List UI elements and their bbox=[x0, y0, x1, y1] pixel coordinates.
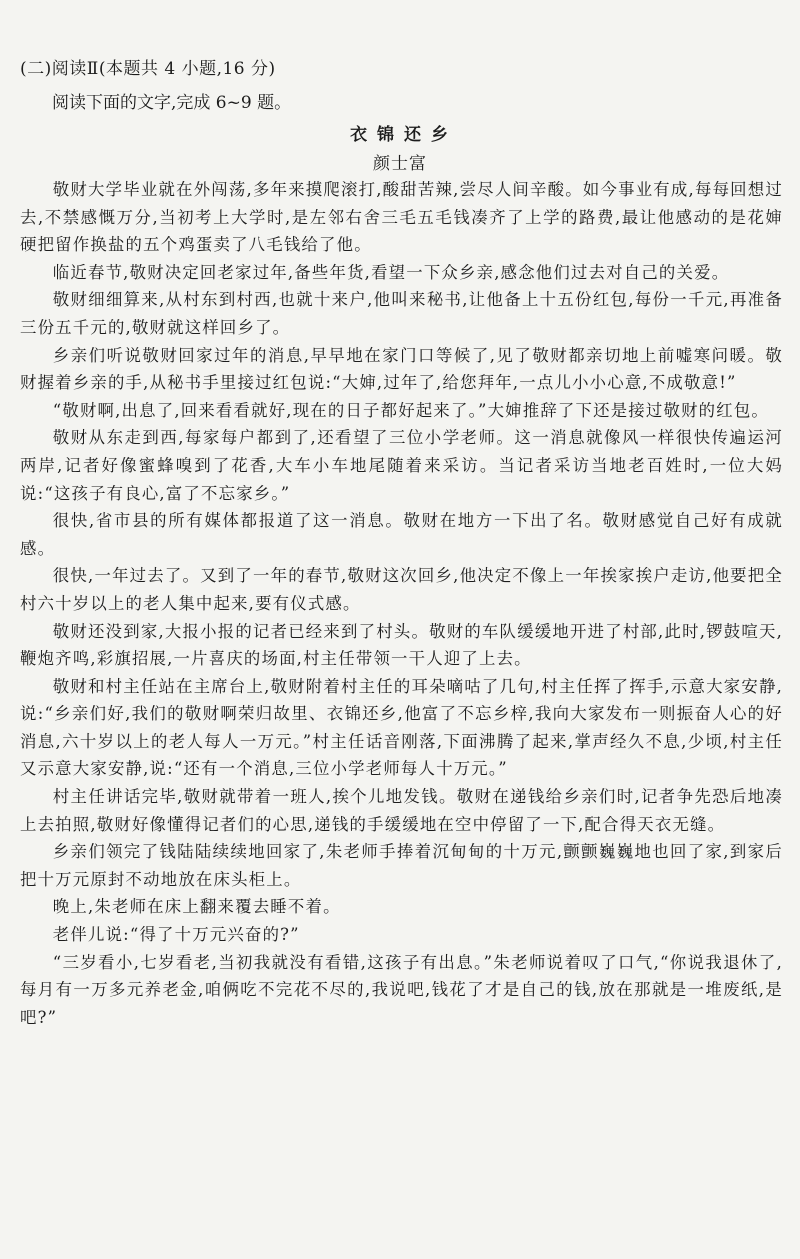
paragraph: 晚上,朱老师在床上翻来覆去睡不着。 bbox=[52, 897, 341, 917]
paragraph: 很快,省市县的所有媒体都报道了这一消息。敬财在地方一下出了名。敬财感觉自己好有成就感。 bbox=[20, 511, 783, 558]
paragraph: 老伴儿说:“得了十万元兴奋的?” bbox=[52, 925, 300, 945]
paragraph: 敬财从东走到西,每家每户都到了,还看望了三位小学老师。这一消息就像风一样很快传遍运河两岸,记者好像蜜蜂嗅到了花香,大车小车地尾随着来采访。当记者采访当地老百姓时,一位大妈说:“这孩子有良心,富了不忘家乡。” bbox=[20, 428, 783, 503]
paragraph: 很快,一年过去了。又到了一年的春节,敬财这次回乡,他决定不像上一年挨家挨户走访,他要把全村六十岁以上的老人集中起来,要有仪式感。 bbox=[20, 566, 783, 613]
paragraph: “三岁看小,七岁看老,当初我就没有看错,这孩子有出息。”朱老师说着叹了口气,“你说我退休了,每月有一万多元养老金,咱俩吃不完花不尽的,我说吧,钱花了才是自己的钱,放在那就是一堆废纸,是吧?” bbox=[20, 952, 783, 1027]
paragraph: 敬财和村主任站在主席台上,敬财附着村主任的耳朵嘀咕了几句,村主任挥了挥手,示意大家安静,说:“乡亲们好,我们的敬财啊荣归故里、衣锦还乡,他富了不忘乡梓,我向大家发布一则振奋人心的好消息,六十岁以上的老人每人一万元。”村主任话音刚落,下面沸腾了起来,掌声经久不息,少顷,村主任又示意大家安静,说:“还有一个消息,三位小学老师每人十万元。” bbox=[20, 676, 783, 779]
paragraph: 敬财细细算来,从村东到村西,也就十来户,他叫来秘书,让他备上十五份红包,每份一千元,再准备三份五千元的,敬财就这样回乡了。 bbox=[20, 290, 783, 337]
section-header: (二)阅读Ⅱ(本题共 4 小题,16 分) bbox=[20, 59, 276, 79]
article-body bbox=[20, 176, 783, 1031]
paragraph: 敬财还没到家,大报小报的记者已经来到了村头。敬财的车队缓缓地开进了村部,此时,锣鼓喧天,鞭炮齐鸣,彩旗招展,一片喜庆的场面,村主任带领一干人迎了上去。 bbox=[20, 621, 783, 669]
paragraph: 乡亲们听说敬财回家过年的消息,早早地在家门口等候了,见了敬财都亲切地上前嘘寒问暖。敬财握着乡亲的手,从秘书手里接过红包说:“大婶,过年了,给您拜年,一点儿小小心意,不成敬意!” bbox=[20, 345, 783, 393]
paragraph: 临近春节,敬财决定回老家过年,备些年货,看望一下众乡亲,感念他们过去对自己的关爱。 bbox=[52, 262, 730, 282]
paragraph: 乡亲们领完了钱陆陆续续地回家了,朱老师手捧着沉甸甸的十万元,颤颤巍巍地也回了家,到家后把十万元原封不动地放在床头柜上。 bbox=[20, 842, 783, 889]
article-author: 颜士富 bbox=[373, 154, 427, 174]
paragraph: 村主任讲话完毕,敬财就带着一班人,挨个儿地发钱。敬财在递钱给乡亲们时,记者争先恐后地凑上去拍照,敬财好像懂得记者们的心思,递钱的手缓缓地在空中停留了一下,配合得天衣无缝。 bbox=[20, 787, 783, 834]
paragraph: 敬财大学毕业就在外闯荡,多年来摸爬滚打,酸甜苦辣,尝尽人间辛酸。如今事业有成,每每回想过去,不禁感慨万分,当初考上大学时,是左邻右舍三毛五毛钱凑齐了上学的路费,最让他感动的是花婶硬把留作换盐的五个鸡蛋卖了八毛钱给了他。 bbox=[20, 180, 783, 255]
article-title: 衣 锦 还 乡 bbox=[350, 125, 450, 145]
paragraph: “敬财啊,出息了,回来看看就好,现在的日子都好起来了。”大婶推辞了下还是接过敬财的红包。 bbox=[52, 400, 770, 420]
reading-instruction: 阅读下面的文字,完成 6~9 题。 bbox=[52, 93, 292, 113]
